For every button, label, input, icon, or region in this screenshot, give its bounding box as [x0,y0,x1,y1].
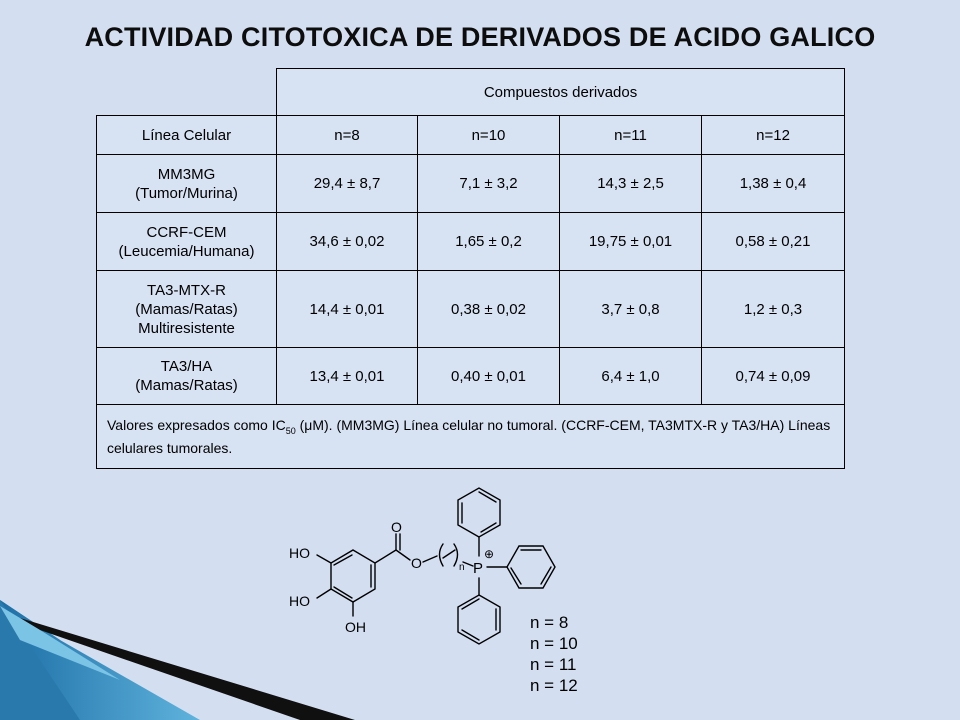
table-row [97,155,845,213]
n-values-list [530,612,578,696]
n-value: n = 11 [530,655,577,674]
cell-line-origin: (Mamas/Ratas) [135,300,238,318]
cell-line-label: TA3-MTX-R [147,281,226,299]
table-row [97,213,845,271]
value-cell: 0,58 ± 0,21 [702,213,845,271]
table-row [97,271,845,348]
cell-line-origin: (Mamas/Ratas) [135,377,238,394]
carbonyl-oxygen-label: O [391,519,402,535]
n-value: n = 8 [530,613,569,632]
cell-line-name [97,348,277,405]
column-header: n=12 [702,116,845,155]
chain-repeat-subscript: n [459,562,465,573]
value-cell: 0,74 ± 0,09 [702,348,845,405]
value-cell: 34,6 ± 0,02 [277,213,418,271]
cell-line-note: Multiresistente [138,319,235,337]
cell-line-label: MM3MG [157,165,216,183]
value-cell: 14,3 ± 2,5 [560,155,702,213]
hydroxyl-label-top: HO [289,545,310,561]
n-value: n = 10 [530,634,578,653]
value-cell: 1,65 ± 0,2 [418,213,560,271]
value-cell: 19,75 ± 0,01 [560,213,702,271]
column-header: n=10 [418,116,560,155]
cell-line-name [97,271,277,348]
column-header-row [97,116,845,155]
table-row [97,348,845,405]
table-footnote [97,405,845,469]
gallate-ring [331,550,375,602]
positive-charge-icon: ⊕ [484,547,495,561]
cell-line-origin: (Leucemia/Humana) [118,242,255,260]
blank-corner [97,69,277,116]
footnote-prefix: Valores expresados como IC [107,416,286,433]
slide-title: ACTIVIDAD CITOTOXICA DE DERIVADOS DE ACIDO GALICO [84,22,876,52]
phosphorus-label: P [473,560,484,577]
cell-line-name [97,155,277,213]
footnote-subscript: 50 [285,425,296,436]
hydroxyl-label-bottom: OH [345,619,366,635]
column-header: n=8 [277,116,418,155]
value-cell: 14,4 ± 0,01 [277,271,418,348]
value-cell: 6,4 ± 1,0 [560,348,702,405]
footnote-text: (μM). (MM3MG) Línea celular no tumoral. (CCRF-CEM, TA3MTX-R y TA3/HA) Líneas celulares tumorales. [107,416,831,457]
cell-line-label: CCRF-CEM [146,223,227,241]
ester-oxygen-label: O [411,555,422,571]
value-cell: 1,38 ± 0,4 [702,155,845,213]
value-cell: 1,2 ± 0,3 [702,271,845,348]
n-value: n = 12 [530,676,578,695]
value-cell: 0,40 ± 0,01 [418,348,560,405]
cell-line-label: TA3/HA [160,358,213,375]
cell-line-origin: (Tumor/Murina) [135,184,238,202]
corner-swoosh-decoration [0,600,380,720]
cytotoxicity-table [96,68,845,469]
column-header: Línea Celular [97,116,277,155]
value-cell: 29,4 ± 8,7 [277,155,418,213]
value-cell: 3,7 ± 0,8 [560,271,702,348]
group-header: Compuestos derivados [277,69,845,116]
column-header: n=11 [560,116,702,155]
hydroxyl-label-middle: HO [289,593,310,609]
value-cell: 0,38 ± 0,02 [418,271,560,348]
cell-line-name [97,213,277,271]
value-cell: 13,4 ± 0,01 [277,348,418,405]
value-cell: 7,1 ± 3,2 [418,155,560,213]
